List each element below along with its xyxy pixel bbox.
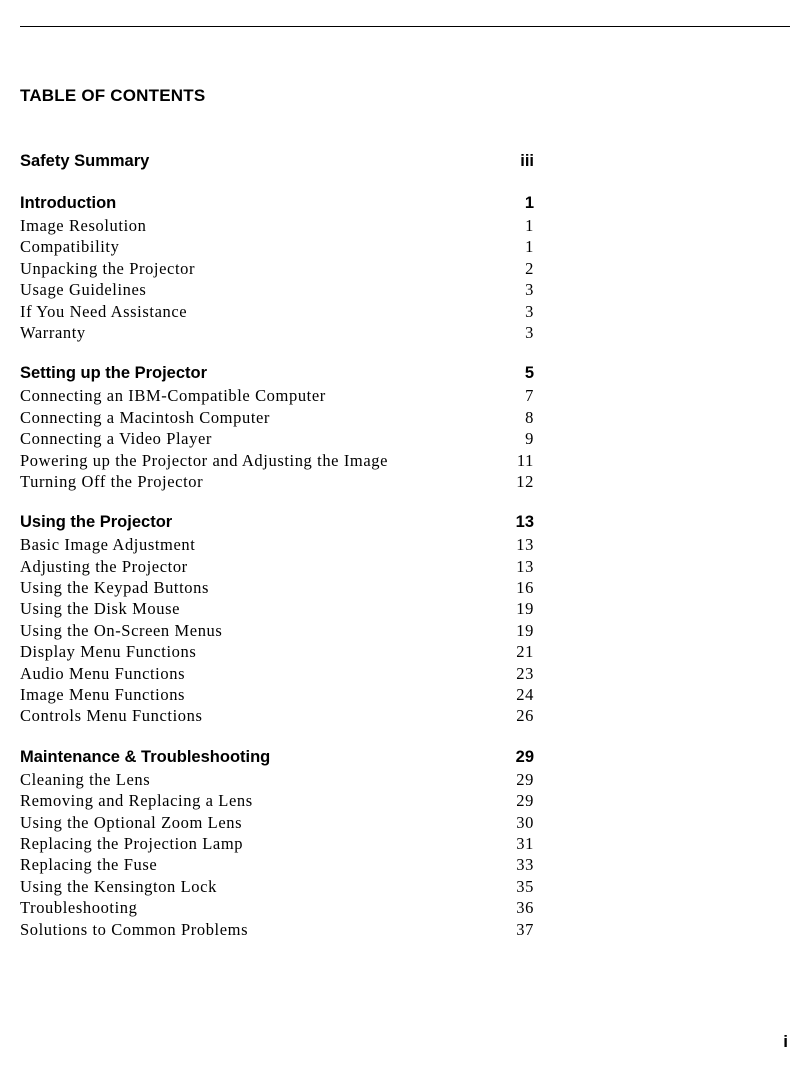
entry-label: Image Menu Functions <box>20 685 186 705</box>
toc-entry[interactable] <box>20 428 534 449</box>
entry-page: 1 <box>525 237 534 257</box>
entry-page: 11 <box>516 450 534 470</box>
section-page: 29 <box>515 747 534 766</box>
section-title: Using the Projector <box>20 513 173 532</box>
toc-entry[interactable] <box>20 641 534 662</box>
entry-page: 12 <box>516 471 534 491</box>
toc-entry[interactable] <box>20 322 534 343</box>
entry-page: 24 <box>516 685 534 705</box>
entry-label: Controls Menu Functions <box>20 706 203 726</box>
toc-entry[interactable] <box>20 854 534 875</box>
entry-page: 3 <box>525 280 534 300</box>
entry-label: Display Menu Functions <box>20 642 197 662</box>
entry-label: Basic Image Adjustment <box>20 535 196 555</box>
entry-label: Powering up the Projector and Adjusting the Image <box>20 450 389 470</box>
entry-label: If You Need Assistance <box>20 301 188 321</box>
entry-label: Unpacking the Projector <box>20 258 196 278</box>
toc-entry[interactable] <box>20 790 534 811</box>
entry-label: Solutions to Common Problems <box>20 919 249 939</box>
section-title: Safety Summary <box>20 152 150 170</box>
section-heading[interactable] <box>20 191 534 215</box>
entry-page: 29 <box>516 769 534 789</box>
entry-label: Connecting a Macintosh Computer <box>20 407 271 427</box>
toc-section <box>20 149 534 173</box>
entry-label: Removing and Replacing a Lens <box>20 791 253 811</box>
entry-page: 16 <box>516 578 534 598</box>
toc-entry[interactable] <box>20 705 534 726</box>
entry-page: 31 <box>516 833 534 853</box>
section-heading[interactable] <box>20 745 534 769</box>
section-heading[interactable] <box>20 510 534 534</box>
toc-section <box>20 510 534 727</box>
entry-label: Adjusting the Projector <box>20 556 188 576</box>
section-page: 13 <box>515 513 534 532</box>
toc-entry[interactable] <box>20 450 534 471</box>
entry-page: 35 <box>516 876 534 896</box>
toc-entry[interactable] <box>20 385 534 406</box>
entry-page: 13 <box>516 556 534 576</box>
entry-page: 7 <box>525 386 534 406</box>
entry-page: 19 <box>516 620 534 640</box>
toc-entry[interactable] <box>20 258 534 279</box>
toc-section <box>20 361 534 492</box>
section-page: 1 <box>524 194 534 212</box>
entry-label: Using the Disk Mouse <box>20 599 181 619</box>
entry-label: Using the Kensington Lock <box>20 876 217 896</box>
entry-page: 3 <box>525 301 534 321</box>
toc-entry[interactable] <box>20 812 534 833</box>
toc-list <box>20 149 534 958</box>
toc-entry[interactable] <box>20 407 534 428</box>
entry-page: 29 <box>516 791 534 811</box>
entry-label: Audio Menu Functions <box>20 663 186 683</box>
entry-label: Replacing the Fuse <box>20 855 158 875</box>
entry-page: 2 <box>525 258 534 278</box>
section-title: Introduction <box>20 194 117 212</box>
toc-section <box>20 191 534 343</box>
entry-page: 13 <box>516 535 534 555</box>
section-heading[interactable] <box>20 149 534 173</box>
toc-entry[interactable] <box>20 471 534 492</box>
toc-section <box>20 745 534 940</box>
section-page: iii <box>520 152 534 170</box>
section-heading[interactable] <box>20 361 534 385</box>
entry-label: Using the Optional Zoom Lens <box>20 812 243 832</box>
toc-entry[interactable] <box>20 598 534 619</box>
entry-label: Connecting an IBM-Compatible Computer <box>20 386 326 406</box>
entry-page: 26 <box>516 706 534 726</box>
toc-entry[interactable] <box>20 897 534 918</box>
top-rule <box>20 26 790 27</box>
entry-label: Replacing the Projection Lamp <box>20 833 244 853</box>
toc-entry[interactable] <box>20 919 534 940</box>
entry-label: Troubleshooting <box>20 898 138 918</box>
entry-page: 9 <box>525 429 534 449</box>
entry-page: 21 <box>516 642 534 662</box>
entry-page: 3 <box>525 322 534 342</box>
entry-page: 23 <box>516 663 534 683</box>
toc-entry[interactable] <box>20 301 534 322</box>
entry-page: 37 <box>516 919 534 939</box>
entry-label: Using the On-Screen Menus <box>20 620 223 640</box>
entry-page: 1 <box>525 216 534 235</box>
toc-entry[interactable] <box>20 577 534 598</box>
section-title: Maintenance & Troubleshooting <box>20 747 271 766</box>
entry-page: 8 <box>525 407 534 427</box>
section-page: 5 <box>524 364 534 383</box>
toc-title: TABLE OF CONTENTS <box>20 86 206 105</box>
entry-label: Image Resolution <box>20 216 147 235</box>
section-title: Setting up the Projector <box>20 364 208 383</box>
toc-entry[interactable] <box>20 620 534 641</box>
toc-entry[interactable] <box>20 534 534 555</box>
page-number: i <box>783 1032 788 1051</box>
entry-label: Connecting a Video Player <box>20 429 212 449</box>
toc-entry[interactable] <box>20 279 534 300</box>
toc-entry[interactable] <box>20 663 534 684</box>
toc-entry[interactable] <box>20 769 534 790</box>
entry-label: Usage Guidelines <box>20 280 147 300</box>
entry-label: Compatibility <box>20 237 120 257</box>
toc-entry[interactable] <box>20 236 534 257</box>
entry-label: Turning Off the Projector <box>20 471 204 491</box>
entry-label: Using the Keypad Buttons <box>20 578 210 598</box>
entry-page: 33 <box>516 855 534 875</box>
toc-entry[interactable] <box>20 833 534 854</box>
toc-entry[interactable] <box>20 215 534 236</box>
toc-entry[interactable] <box>20 556 534 577</box>
entry-label: Cleaning the Lens <box>20 769 151 789</box>
entry-page: 19 <box>516 599 534 619</box>
entry-label: Warranty <box>20 322 86 342</box>
entry-page: 36 <box>516 898 534 918</box>
toc-entry[interactable] <box>20 684 534 705</box>
entry-page: 30 <box>516 812 534 832</box>
toc-entry[interactable] <box>20 876 534 897</box>
